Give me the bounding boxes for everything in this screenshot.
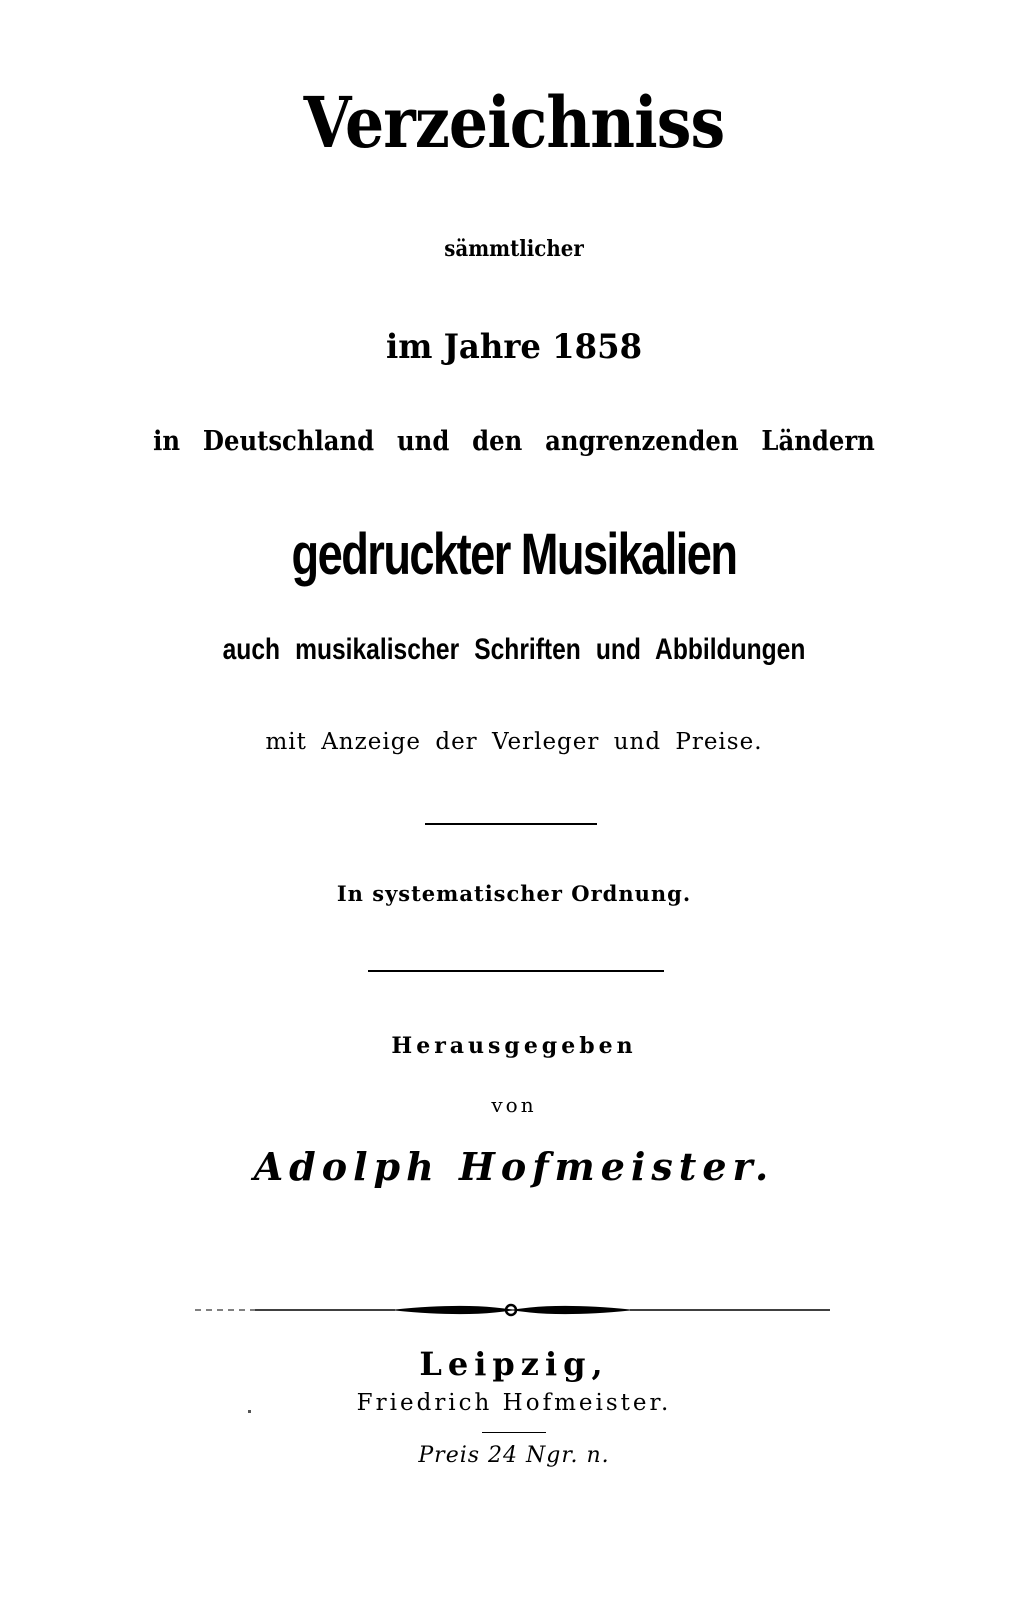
ornamental-divider xyxy=(195,1302,830,1318)
by-line: von xyxy=(491,1093,537,1117)
also-line: auch musikalischer Schriften und Abbildungen xyxy=(222,633,806,666)
divider-rule-3 xyxy=(482,1432,546,1433)
divider-rule-1 xyxy=(425,823,597,825)
city-line: Leipzig, xyxy=(419,1345,609,1383)
order-line: In systematischer Ordnung. xyxy=(336,881,692,906)
divider-rule-2 xyxy=(368,970,664,972)
edited-line: Herausgegeben xyxy=(391,1033,637,1059)
countries-line: in Deutschland und den angrenzenden Ländern xyxy=(153,426,875,457)
editor-name: Adolph Hofmeister. xyxy=(253,1144,775,1189)
speck xyxy=(248,1410,251,1413)
main-title: gedruckter Musikalien xyxy=(291,522,737,587)
publishers-line: mit Anzeige der Verleger und Preise. xyxy=(265,729,763,755)
title-heading: Verzeichniss xyxy=(303,81,725,164)
year-line: im Jahre 1858 xyxy=(385,327,643,367)
publisher-line: Friedrich Hofmeister. xyxy=(356,1390,672,1416)
subtitle-line: sämmtlicher xyxy=(444,236,584,262)
price-line: Preis 24 Ngr. n. xyxy=(418,1443,610,1468)
